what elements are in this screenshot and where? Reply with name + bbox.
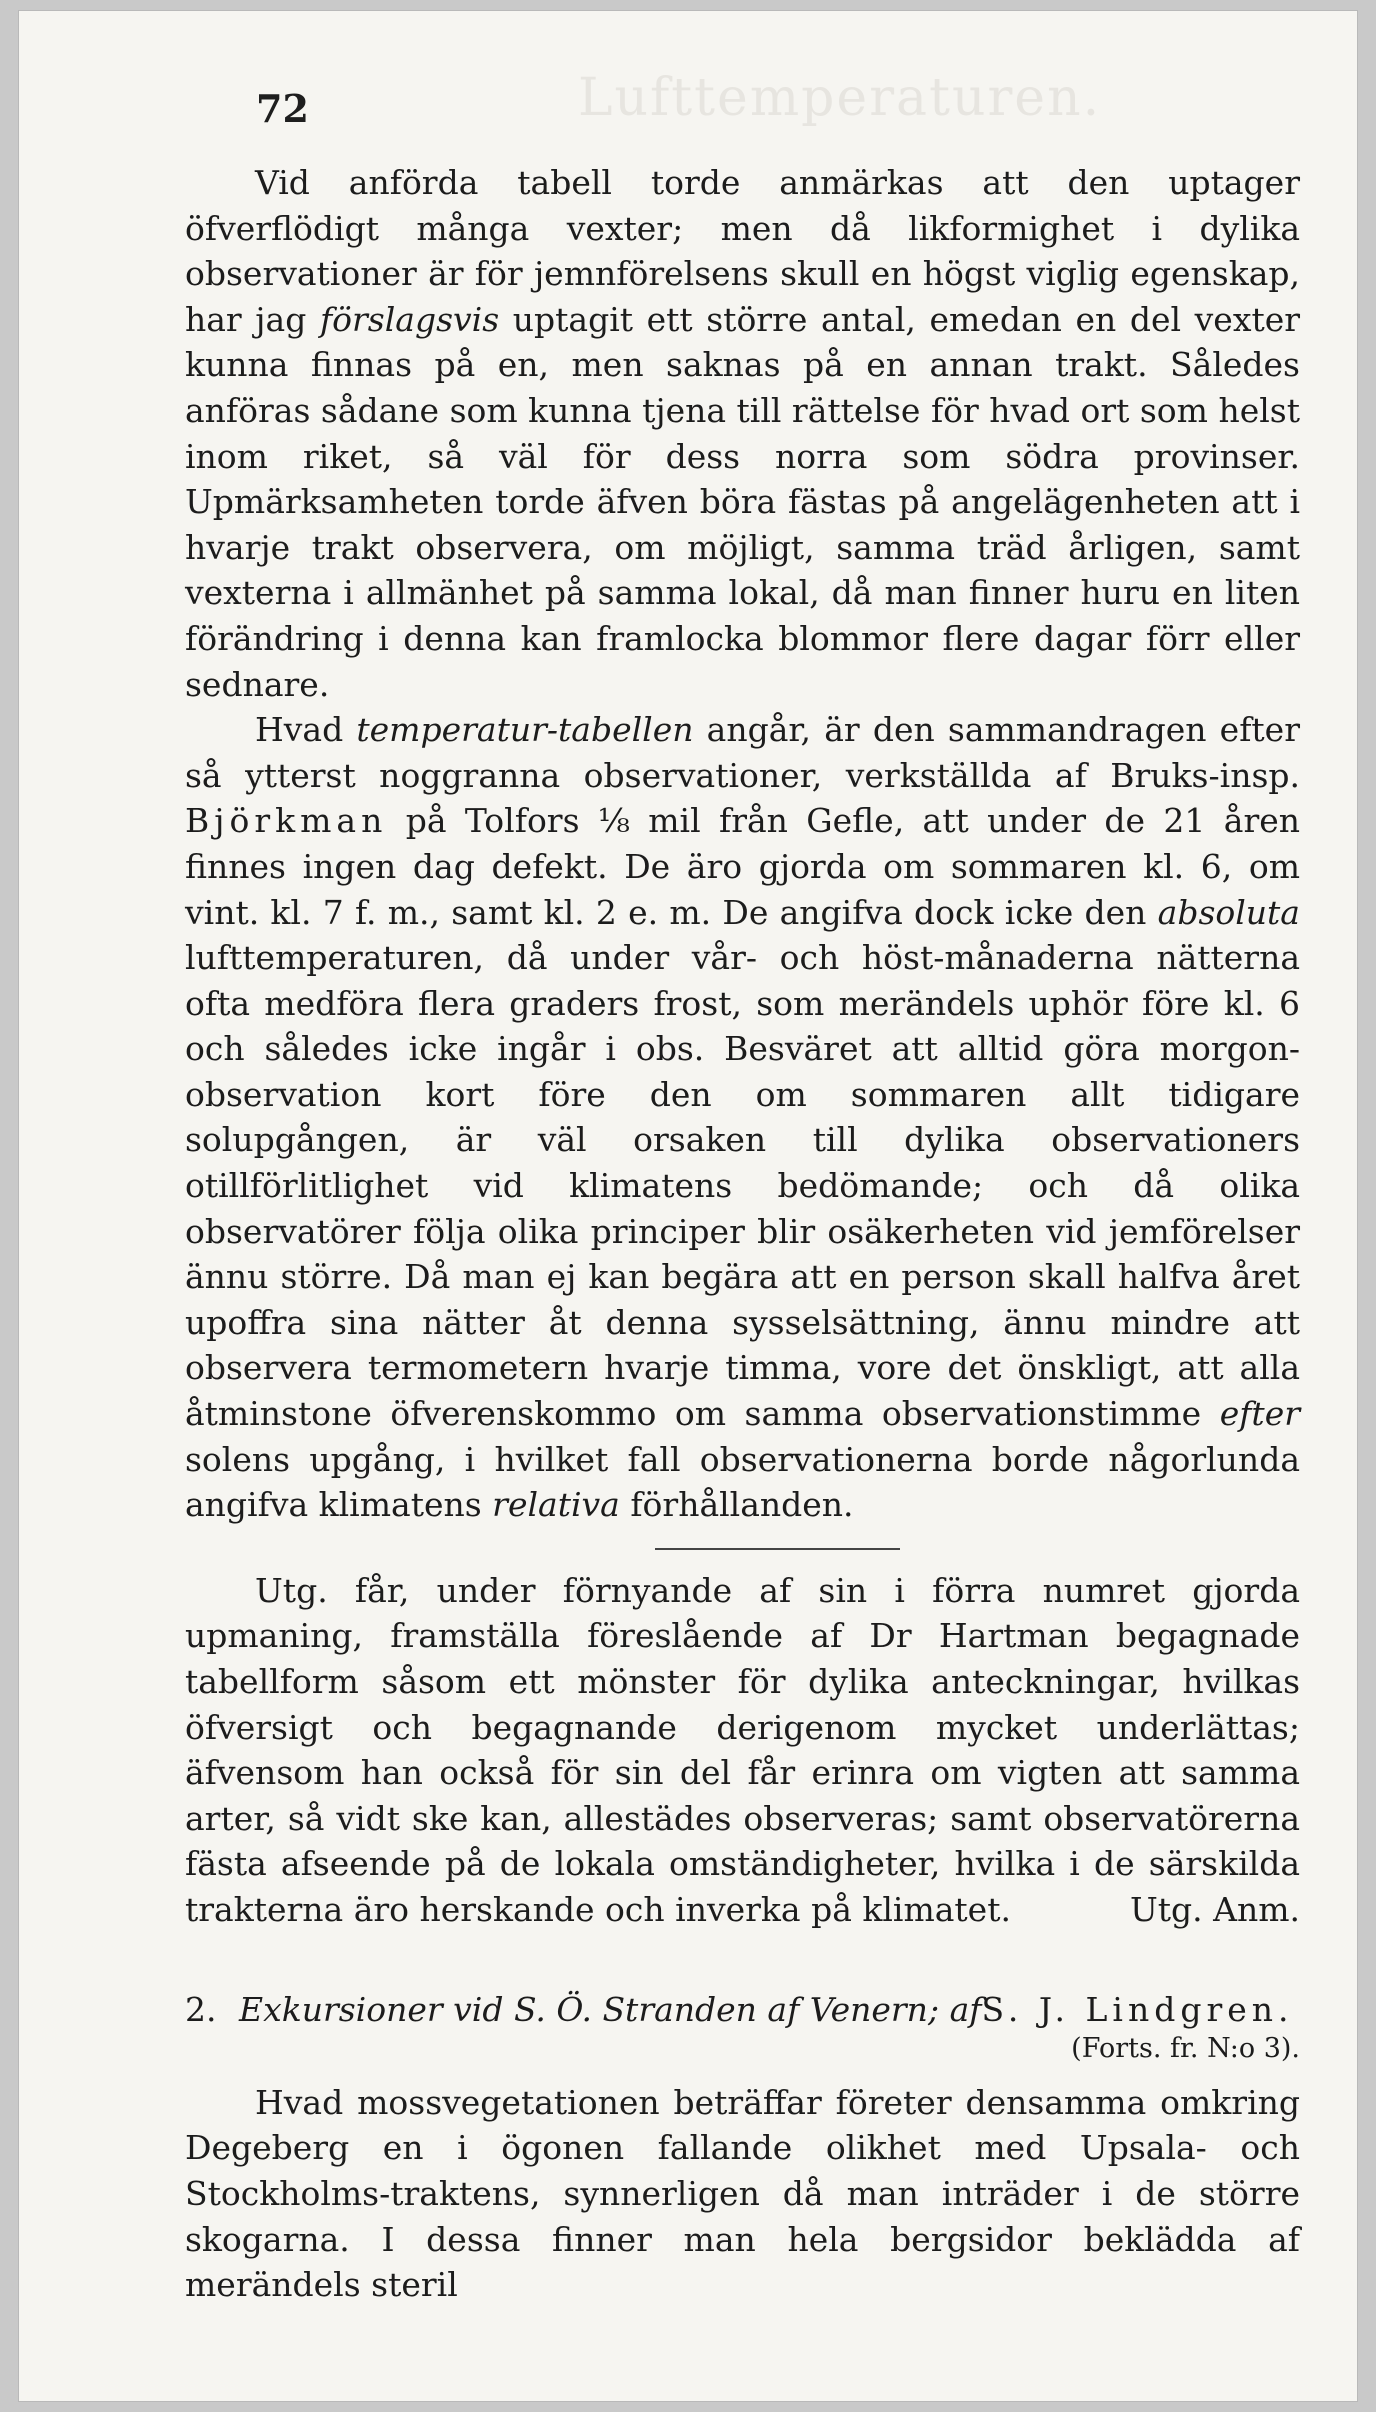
section-heading: 2. Exkursioner vid S. Ö. Stranden af Venern; afS. J. Lindgren. <box>185 1987 1300 2033</box>
section-title: Exkursioner vid S. Ö. Stranden af Venern; <box>239 1989 940 2029</box>
page-number: 72 <box>256 86 309 131</box>
paragraph-temperature-table: Hvad temperatur-tabellen angår, är den sammandragen efter så ytterst noggranna observationer, verkställda af Bruks-insp. Björkman på Tolfors ⅛ mil från Gefle, att under de 21 åren finnes ingen dag defekt. De äro gjorda om sommaren kl. 6, om vint. kl. 7 f. m., samt kl. 2 e. m. De angifva dock icke den absoluta lufttemperaturen, då under vår- och höst-månaderna nätterna ofta medföra flera graders frost, som merändels uphör före kl. 6 och således icke ingår i obs. Besväret att alltid göra morgon-observation kort före den om sommaren allt tidigare solupgången, är väl orsaken till dylika observationers otillförlitlighet vid klimatens bedömande; och då olika observatörer följa olika principer blir osäkerheten vid jemförelser ännu större. Då man ej kan begära att en person skall halfva året upoffra sina nätter åt denna sysselsättning, ännu mindre att observera termometern hvarje timma, vore det önskligt, att alla åtminstone öfverenskommo om samma observationstimme efter solens upgång, i hvilket fall observationerna borde någorlunda angifva klimatens relativa förhållanden. <box>185 710 1300 1525</box>
series-continuation-note: (Forts. fr. N:o 3). <box>1071 2033 1300 2065</box>
book-page <box>18 10 1358 2402</box>
page-body <box>185 160 1300 2308</box>
section-number: 2. <box>185 1989 217 2029</box>
section-author: S. J. Lindgren. <box>981 1989 1294 2029</box>
show-through-running-title: Lufttemperaturen. <box>578 68 1102 128</box>
section-divider-rule <box>655 1548 900 1550</box>
editor-signature: Utg. Anm. <box>1129 1889 1300 1929</box>
paragraph-plant-table-remarks: Vid anförda tabell torde anmärkas att den uptager öfverflödigt många vexter; men då likformighet i dylika observationer är för jemnförelsens skull en högst viglig egenskap, har jag förslagsvis uptagit ett större antal, emedan en del vexter kunna finnas på en, men saknas på en annan trakt. Således anföras sådane som kunna tjena till rättelse för hvad ort som helst inom riket, så väl för dess norra som södra provinser. Upmärksamheten torde äfven böra fästas på angelägenheten att i hvarje trakt observera, om möjligt, samma träd årligen, samt vexterna i allmänhet på samma lokal, då man finner huru en liten förändring i denna kan framlocka blommor flere dagar förr eller sednare. <box>185 163 1301 704</box>
paragraph-editor-note: Utg. får, under förnyande af sin i förra numret gjorda upmaning, framställa föreslående af Dr Hartman begagnade tabellform såsom ett mönster för dylika anteckningar, hvilkas öfversigt och begagnande derigenom mycket underlättas; äfvensom han också för sin del får erinra om vigten att samma arter, så vidt ske kan, allestädes observeras; samt observatörerna fästa afseende på de lokala omständigheter, hvilka i de särskilda trakterna äro herskande och inverka på klimatet. Utg. Anm. <box>185 1568 1300 1933</box>
paragraph-moss-vegetation: Hvad mossvegetationen beträffar företer densamma omkring Degeberg en i ögonen fallande olikhet med Upsala- och Stockholms-traktens, synnerligen då man inträder i de större skogarna. I dessa finner man hela bergsidor beklädda af merändels steril <box>185 2082 1300 2305</box>
